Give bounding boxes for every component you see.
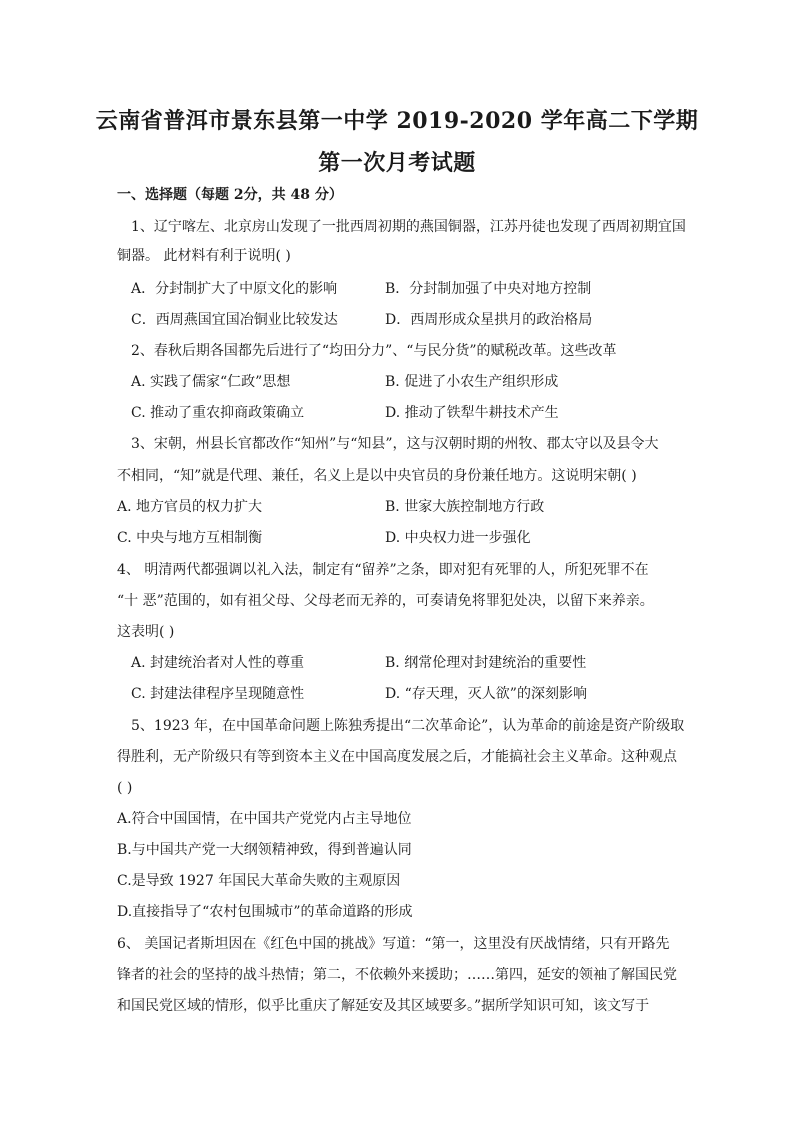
question-5-stem-line2: 得胜利，无产阶级只有等到资本主义在中国高度发展之后，才能搞社会主义革命。这种观点 xyxy=(117,749,677,765)
question-5-option-c: C.是导致 1927 年国民大革命失败的主观原因 xyxy=(117,873,401,889)
question-4-stem-line3: 这表明( ) xyxy=(117,624,175,640)
question-3-stem-line2: 不相同，“知”就是代理、兼任，名义上是以中央官员的身份兼任地方。这说明宋朝( ) xyxy=(117,468,637,484)
question-3-option-a: A. 地方官员的权力扩大 xyxy=(117,499,263,515)
question-4-option-c: C. 封建法律程序呈现随意性 xyxy=(131,686,305,702)
question-4-stem-line2: “十 恶”范围的，如有祖父母、父母老而无养的，可奏请免将罪犯处决，以留下来养亲。 xyxy=(117,593,654,609)
question-3-stem-line1: 3、宋朝，州县长官都改作“知州”与“知县”，这与汉朝时期的州牧、郡太守以及县令大 xyxy=(131,436,659,452)
question-1-option-d: D．西周形成众星拱月的政治格局 xyxy=(385,312,593,328)
question-3-option-b: B. 世家大族控制地方行政 xyxy=(385,499,545,515)
question-5-stem-line3: ( ) xyxy=(117,780,133,796)
question-6-stem-line2: 锋者的社会的坚持的战斗热情；第二，不依赖外来援助；……第四，延安的领袖了解国民党 xyxy=(117,967,677,983)
question-6-stem-line1: 6、 美国记者斯坦因在《红色中国的挑战》写道：“第一，这里没有厌战情绪，只有开路先 xyxy=(117,936,670,952)
question-6-stem-line3: 和国民党区域的情形，似乎比重庆了解延安及其区域要多。”据所学知识可知，该文写于 xyxy=(117,998,650,1014)
question-5-option-b: B.与中国共产党一大纲领精神致，得到普遍认同 xyxy=(117,842,412,858)
question-5-option-d: D.直接指导了“农村包围城市”的革命道路的形成 xyxy=(117,904,413,920)
question-5-option-a: A.符合中国国情，在中国共产党党内占主导地位 xyxy=(117,811,412,827)
question-2-stem-line1: 2、春秋后期各国都先后进行了“均田分力”、“与民分货”的赋税改革。这些改革 xyxy=(131,343,617,359)
question-1-stem-line2: 铜器。 此材料有利于说明( ) xyxy=(117,248,291,264)
exam-title-line2: 第一次月考试题 xyxy=(318,150,476,176)
question-1-option-a: A．分封制扩大了中原文化的影响 xyxy=(131,281,338,297)
question-4-option-a: A. 封建统治者对人性的尊重 xyxy=(131,655,305,671)
question-1-option-c: C．西周燕国宜国冶铜业比较发达 xyxy=(131,312,338,328)
question-2-option-d: D. 推动了铁犁牛耕技术产生 xyxy=(385,405,559,421)
question-1-stem-line1: 1、辽宁喀左、北京房山发现了一批西周初期的燕国铜器，江苏丹徒也发现了西周初期宜国 xyxy=(131,219,686,235)
question-5-stem-line1: 5、1923 年，在中国革命问题上陈独秀提出“二次革命论”，认为革命的前途是资产阶级取 xyxy=(131,718,685,734)
question-2-option-a: A. 实践了儒家“仁政”思想 xyxy=(131,374,291,390)
exam-title-line1: 云南省普洱市景东县第一中学 2019-2020 学年高二下学期 xyxy=(95,108,699,134)
question-4-option-d: D. “存天理，灭人欲”的深刻影响 xyxy=(385,686,587,702)
question-2-option-b: B. 促进了小农生产组织形成 xyxy=(385,374,559,390)
question-3-option-c: C. 中央与地方互相制衡 xyxy=(117,530,263,546)
question-3-option-d: D. 中央权力进一步强化 xyxy=(385,530,531,546)
section-heading: 一、选择题（每题 2分，共 48 分） xyxy=(117,187,343,203)
question-1-option-b: B．分封制加强了中央对地方控制 xyxy=(385,281,592,297)
question-4-option-b: B. 纲常伦理对封建统治的重要性 xyxy=(385,655,587,671)
question-4-stem-line1: 4、 明清两代都强调以礼入法，制定有“留养”之条，即对犯有死罪的人，所犯死罪不在 xyxy=(117,562,649,578)
question-2-option-c: C. 推动了重农抑商政策确立 xyxy=(131,405,305,421)
